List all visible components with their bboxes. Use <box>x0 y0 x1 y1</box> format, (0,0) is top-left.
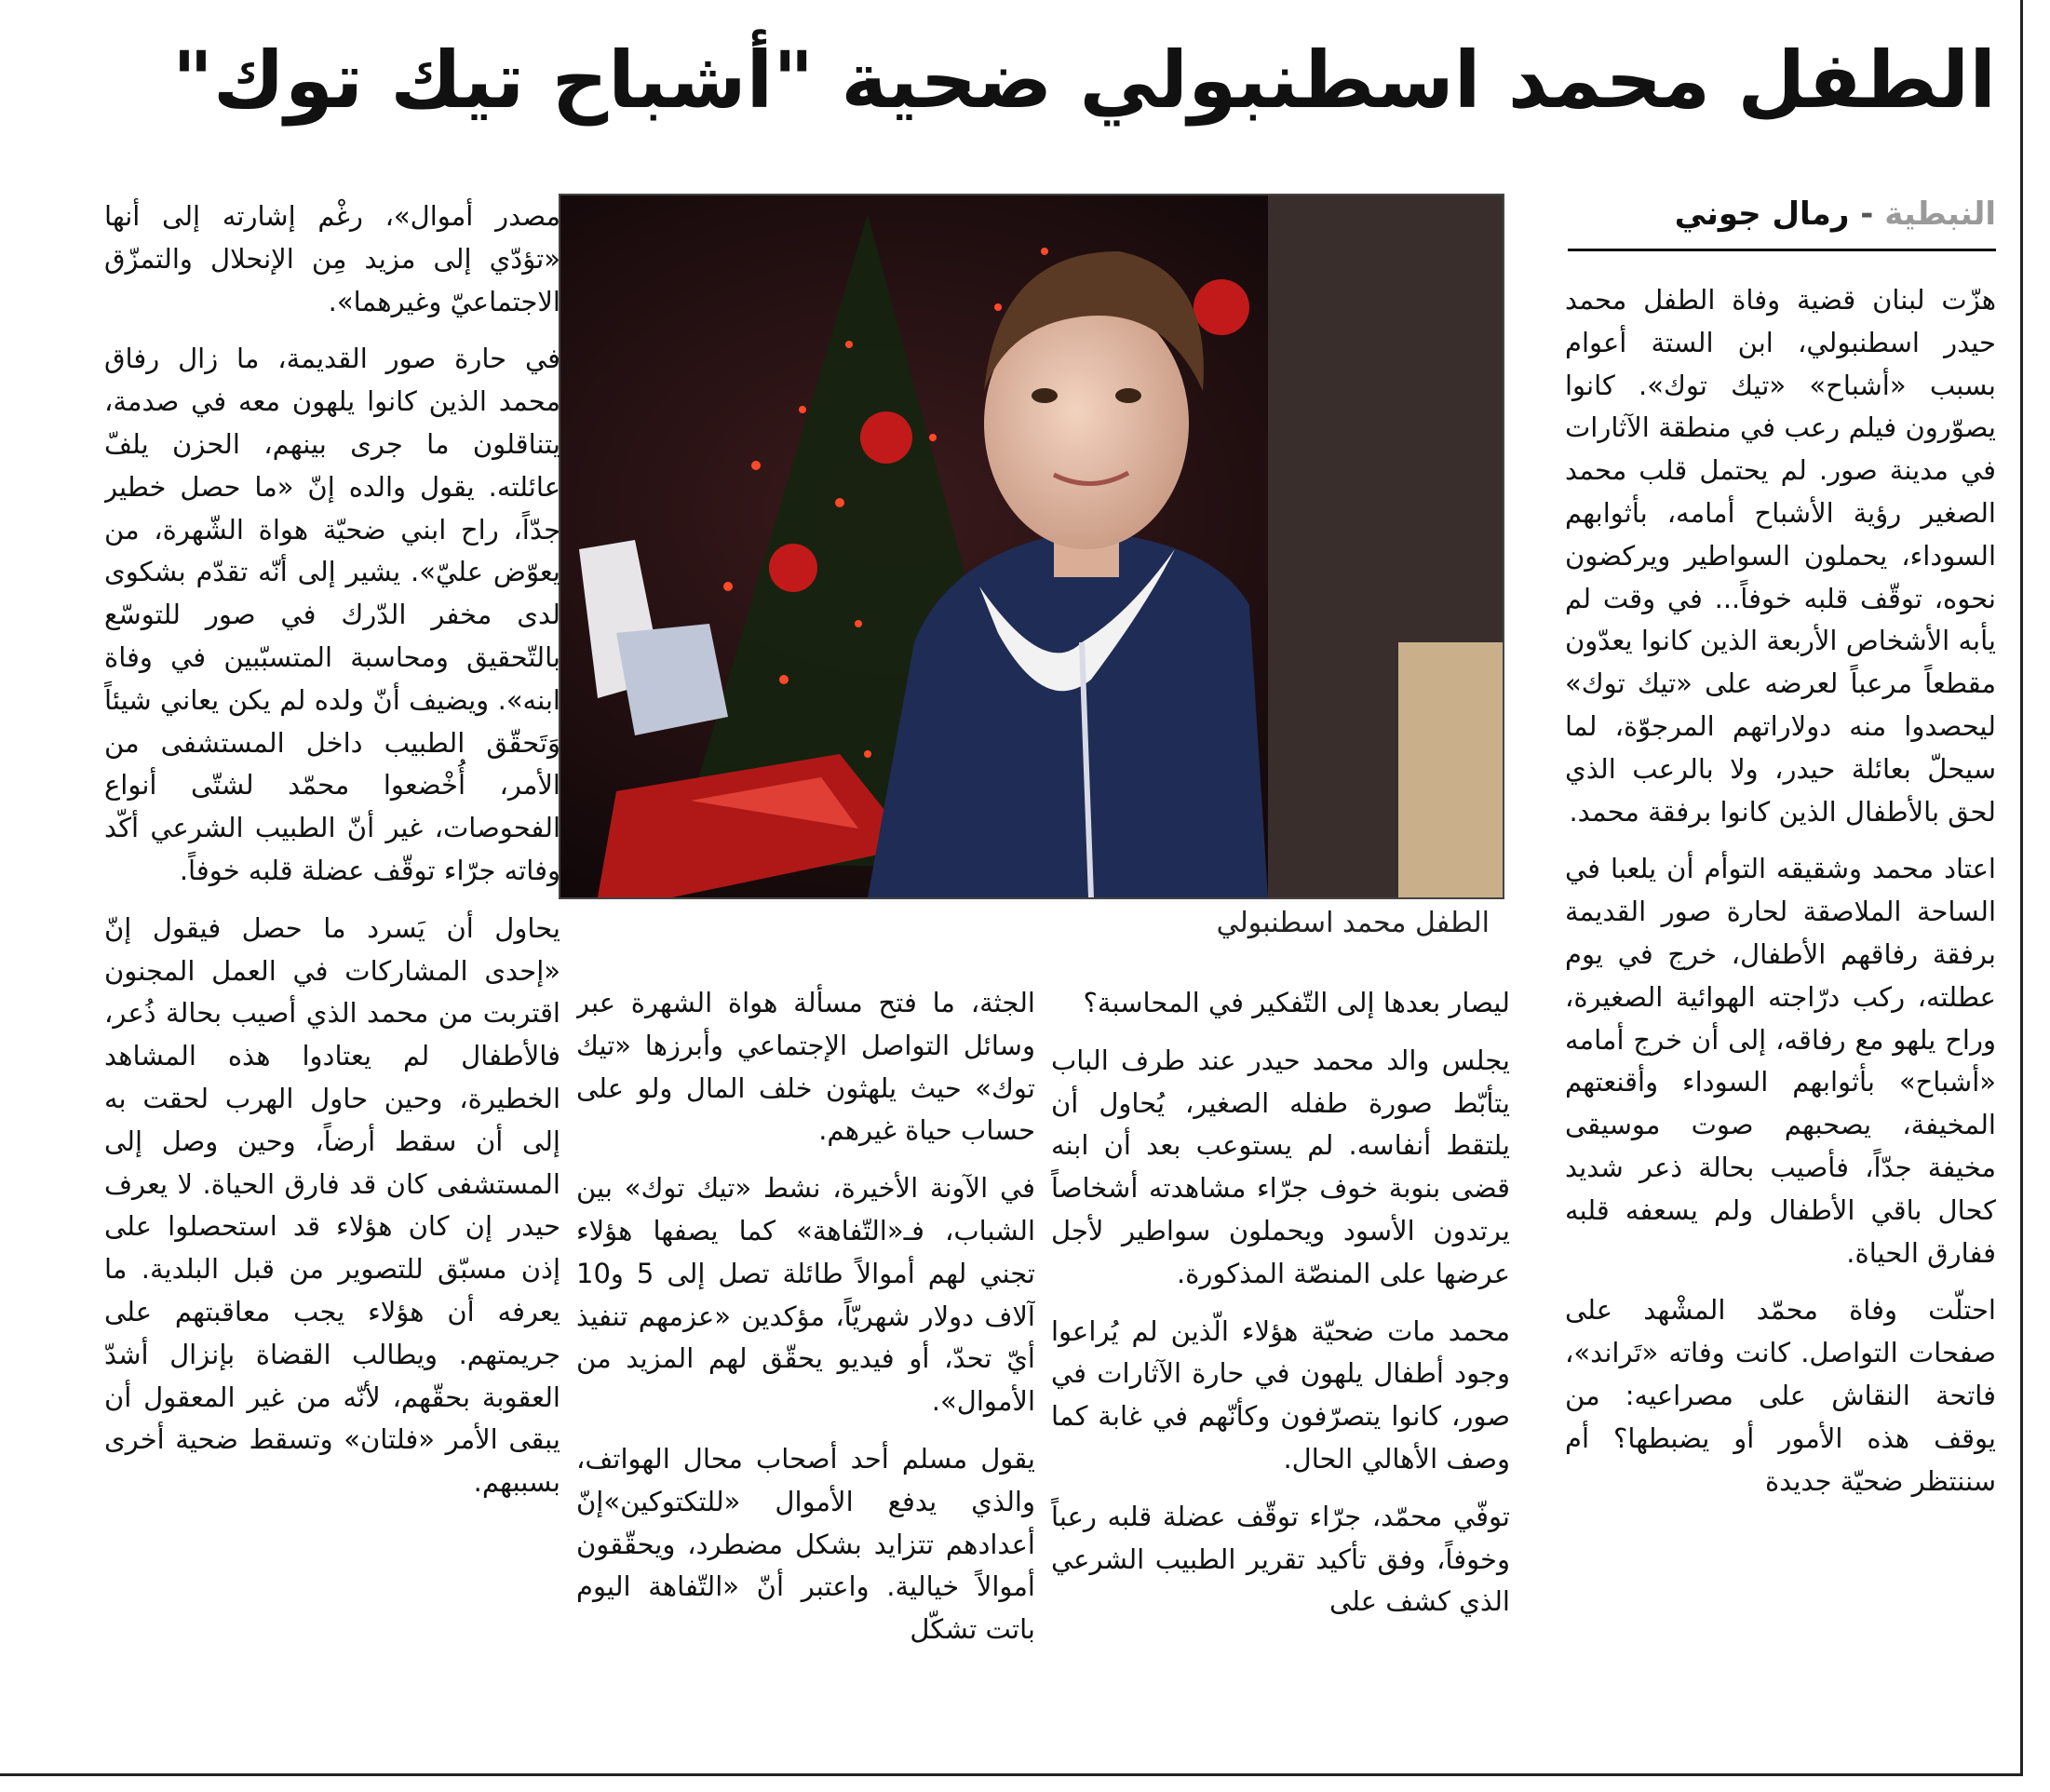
byline-separator: - <box>1849 195 1885 233</box>
byline <box>1568 191 1996 251</box>
photo-caption: الطفل محمد اسطنبولي <box>1216 907 1490 939</box>
paragraph: ليصار بعدها إلى التّفكير في المحاسبة؟ <box>1083 987 1510 1018</box>
paragraph: توفّي محمّد، جرّاء توقّف عضلة قلبه رعباً وخوفاً، وفق تأكيد تقرير الطبيب الشرعي الذي كشف على <box>1051 1500 1510 1618</box>
article-column-2 <box>104 195 560 1741</box>
paragraph: احتلّت وفاة محمّد المشْهد على صفحات التواصل. كانت وفاته «تَراند»، فاتحة النقاش على مصراعيه: من يوقف هذه الأمور أو يضبطها؟ أم سننتظر ضحيّة جديدة <box>1565 1294 1996 1497</box>
paragraph: محمد مات ضحيّة هؤلاء الّذين لم يُراعوا وجود أطفال يلهون في حارة الآثارات في صور، كانوا يتصرّفون وكأنّهم في غابة كما وصف الأهالي الحال. <box>1051 1314 1510 1475</box>
paragraph: في الآونة الأخيرة، نشط «تيك توك» بين الشباب، فـ«التّفاهة» كما يصفها هؤلاء تجني لهم أموالاً طائلة تصل إلى 5 و10 آلاف دولار شهريّاً، مؤكدين «عزمهم تنفيذ أيّ تحدّ، أو فيديو يحقّق لهم المزيد من الأموال». <box>576 1172 1035 1418</box>
boy-photo-illustration <box>560 195 1503 897</box>
headline: الطفل محمد اسطنبولي ضحية "أشباح تيك توك" <box>172 34 1996 126</box>
paragraph: الجثة، ما فتح مسألة هواة الشهرة عبر وسائل التواصل الإجتماعي وأبرزها «تيك توك» حيث يلهثون خلف المال ولو على حساب حياة غيرهم. <box>576 987 1035 1147</box>
article-column-1 <box>1565 279 1996 1750</box>
paragraph: يحاول أن يَسرد ما حصل فيقول إنّ «إحدى المشاركات في العمل المجنون اقتربت من محمد الذي أصيب بحالة ذُعر، فالأطفال لم يعتادوا هذه المشاهد الخطيرة، وحين حاول الهرب لحقت به إلى أن سقط أرضاً، وحين وصل إلى المستشفى كان قد فارق الحياة. لا يعرف حيدر إن كان هؤلاء قد استحصلوا على إذن مسبّق للتصوير من قبل البلدية. ما يعرفه أن هؤلاء يجب معاقبتهم على جريمتهم. ويطالب القضاة بإنزال أشدّ العقوبة بحقّهم، لأنّه من غير المعقول أن يبقى الأمر «فلتان» وتسقط ضحية أخرى بسببهم. <box>104 911 560 1499</box>
article-column-4 <box>576 982 1035 1745</box>
article-photo <box>559 194 1504 899</box>
byline-location: النبطية <box>1884 195 1996 233</box>
paragraph: اعتاد محمد وشقيقه التوأم أن يلعبا في الساحة الملاصقة لحارة صور القديمة برفقة رفاقهم الأطفال، خرج في يوم عطلته، ركب درّاجته الهوائية الصغيرة، وراح يلهو مع رفاقه، إلى أن خرج أمامه «أشباح» بأثوابهم السوداء وأقنعتهم المخيفة، يصحبهم صوت موسيقى مخيفة جدّاً، فأصيب بحالة ذعر شديد كحال باقي الأطفال ولم يسعفه قلبه ففارق الحياة. <box>1565 853 1996 1269</box>
byline-author: رمال جوني <box>1674 195 1850 233</box>
paragraph: يجلس والد محمد حيدر عند طرف الباب يتأبّط صورة طفله الصغير، يُحاول أن يلتقط أنفاسه. لم يستوعب بعد أن ابنه قضى بنوبة خوف جرّاء مشاهدته أشخاصاً يرتدون الأسود ويحملون سواطير لأجل عرضها على المنصّة المذكورة. <box>1051 1044 1510 1289</box>
paragraph: في حارة صور القديمة، ما زال رفاق محمد الذين كانوا يلهون معه في صدمة، يتناقلون ما جرى بينهم، الحزن يلفّ عائلته. يقول والده إنّ «ما حصل خطير جدّاً، راح ابني ضحيّة هواة الشّهرة، من يعوّض عليّ». يشير إلى أنّه تقدّم بشكوى لدى مخفر الدّرك في صور للتوسّع بالتّحقيق ومحاسبة المتسبّبين في وفاة ابنه». ويضيف أنّ ولده لم يكن يعاني شيئاً وَتَحقّق الطبيب داخل المستشفى من الأمر، أُخْضعوا محمّد لشتّى أنواع الفحوصات، غير أنّ الطبيب الشرعي أكّد وفاته جرّاء توقّف عضلة قلبه خوفاً. <box>104 343 560 886</box>
article-column-3 <box>1051 982 1510 1745</box>
paragraph: هزّت لبنان قضية وفاة الطفل محمد حيدر اسطنبولي، ابن الستة أعوام بسبب «أشباح» «تيك توك». كانوا يصوّرون فيلم رعب في منطقة الآثارات في مدينة صور. لم يحتمل قلب محمد الصغير رؤية الأشباح أمامه، بأثوابهم السوداء، يحملون السواطير ويركضون نحوه، توقّف قلبه خوفاً... في وقت لم يأبه الأشخاص الأربعة الذين كانوا يعدّون مقطعاً مرعباً لعرضه على «تيك توك» ليحصدوا منه دولاراتهم المرجوّة، لما سيحلّ بعائلة حيدر، ولا بالرعب الذي لحق بالأطفال الذين كانوا برفقة محمد. <box>1565 284 1996 828</box>
paragraph: يقول مسلم أحد أصحاب محال الهواتف، والذي يدفع الأموال «للتكتوكين»إنّ أعدادهم تتزايد بشكل مضطرد، ويحقّقون أموالاً خيالية. واعتبر أنّ «التّفاهة اليوم باتت تشكّل <box>576 1442 1035 1646</box>
paragraph: مصدر أموال»، رغْم إشارته إلى أنها «تؤدّي إلى مزيد مِن الإنحلال والتمزّق الاجتماعيّ وغيرهما». <box>104 200 560 317</box>
